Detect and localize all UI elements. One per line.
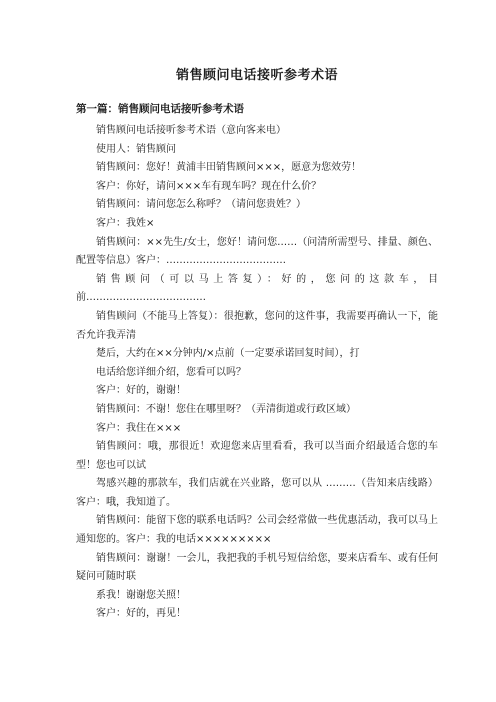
paragraph: 销售顾问：不谢！您住在哪里呀？（弄清街道或行政区域） [96,403,356,415]
paragraph: 客户：好的，再见！ [96,608,186,620]
paragraph: 客户：好的，谢谢！ [96,385,186,397]
paragraph: 销售顾问：哦，那很近！欢迎您来店里看看，我可以当面介绍最适合您的车型！您也可以试 [76,441,438,471]
paragraph: 驾感兴趣的那款车，我们店就在兴业路，您可以从 ………（告知来店线路）客户：哦，我知道了。 [76,478,438,508]
body-text [76,122,438,624]
paragraph: 客户：我姓× [96,217,155,229]
paragraph: 客户：我住在××× [96,422,182,434]
paragraph: 电话给您详细介绍，您看可以吗？ [96,366,246,378]
paragraph: 客户：你好，请问×××车有现车吗？现在什么价？ [96,180,322,192]
paragraph: 销售顾问：您好！黄浦丰田销售顾问×××，愿意为您效劳！ [96,162,362,174]
paragraph: 使用人：销售顾问 [96,143,176,155]
paragraph: 销售顾问（不能马上答复）：很抱歉，您问的这件事，我需要再确认一下，能否允许我弄清 [76,310,438,341]
paragraph: 销售顾问：能留下您的联系电话吗？公司会经常做一些优惠活动，我可以马上通知您的。客户：我的电话××××××××× [76,515,438,546]
document-title: 销售顾问电话接听参考术语 [175,68,338,83]
section-heading: 第一篇：销售顾问电话接听参考术语 [76,103,244,115]
paragraph: 销售顾问电话接听参考术语（意向客来电） [96,125,286,136]
paragraph: 销售顾问：谢谢！一会儿，我把我的手机号短信给您，要来店看车、或有任何疑问可随时联 [76,552,438,583]
paragraph: 系我！谢谢您关照！ [96,589,186,601]
paragraph: 销售顾问：请问您怎么称呼？（请问您贵姓？） [96,199,306,211]
paragraph: 销售顾问（可以马上答复）：好的，您问的这款车，目前……………………………… [76,273,438,304]
paragraph: 销售顾问：××先生/女士，您好！请问您……（问清所需型号、排量、颜色、配置等信息）客户：……………………………… [76,236,438,267]
paragraph: 楚后，大约在××分钟内/×点前（一定要承诺回复时间），打 [96,348,360,360]
